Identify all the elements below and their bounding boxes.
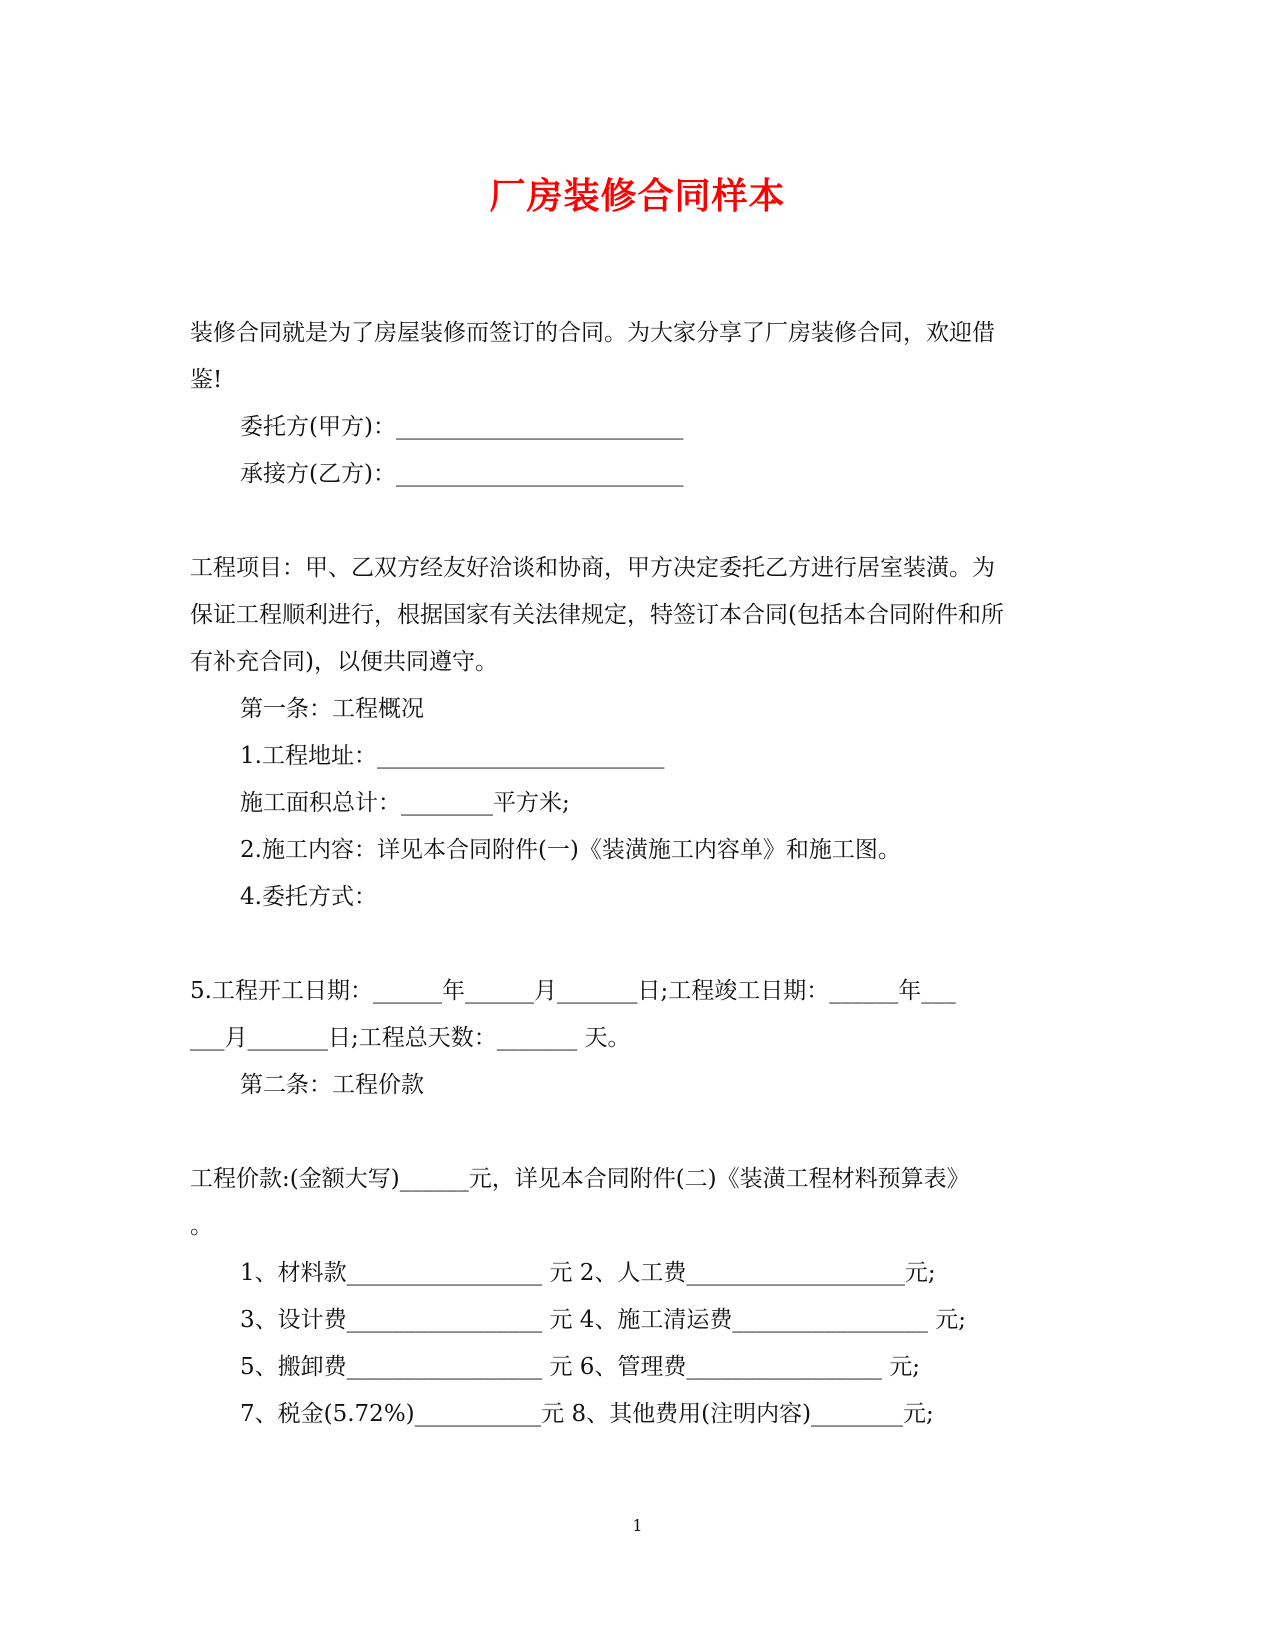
commission-method-line: 4.委托方式： [240,884,377,910]
party-b-line: 承接方(乙方)：_________________________ [240,461,684,487]
text-line: 鉴! [190,367,223,393]
text-line: 工程项目：甲、乙双方经友好洽谈和协商，甲方决定委托乙方进行居室装潢。为 [190,555,995,581]
project-address-line: 1.工程地址：_________________________ [240,743,665,769]
document-body [190,310,1075,1438]
text-line: 有补充合同)，以便共同遵守。 [190,649,498,675]
blank-line [190,921,1075,968]
fee-line: 3、设计费_________________ 元 4、施工清运费_________________ 元; [240,1307,966,1333]
blank-line [190,1109,1075,1156]
schedule-line-continued: ___月_______日;工程总天数：_______ 天。 [190,1025,631,1051]
price-line: 工程价款:(金额大写)______元，详见本合同附件(二)《装潢工程材料预算表》 [190,1166,970,1192]
party-a-line: 委托方(甲方)：_________________________ [240,414,684,440]
section-heading-2: 第二条：工程价款 [240,1072,424,1098]
fee-line: 7、税金(5.72%)___________元 8、其他费用(注明内容)________元; [240,1401,934,1427]
blank-line [190,498,1075,545]
page-number: 1 [632,1516,643,1535]
price-line-continued: 。 [190,1213,213,1239]
text-line: 装修合同就是为了房屋装修而签订的合同。为大家分享了厂房装修合同，欢迎借 [190,320,995,346]
text-line: 保证工程顺利进行，根据国家有关法律规定，特签订本合同(包括本合同附件和所 [190,602,1004,628]
schedule-line: 5.工程开工日期：______年______月_______日;工程竣工日期：______年___ [190,978,956,1004]
construction-content-line: 2.施工内容：详见本合同附件(一)《装潢施工内容单》和施工图。 [240,837,901,863]
construction-area-line: 施工面积总计：________平方米; [240,790,570,816]
document-title: 厂房装修合同样本 [489,175,786,217]
section-heading-1: 第一条：工程概况 [240,696,424,722]
fee-line: 5、搬卸费_________________ 元 6、管理费_________________ 元; [240,1354,920,1380]
fee-line: 1、材料款_________________ 元 2、人工费___________________元; [240,1260,936,1286]
